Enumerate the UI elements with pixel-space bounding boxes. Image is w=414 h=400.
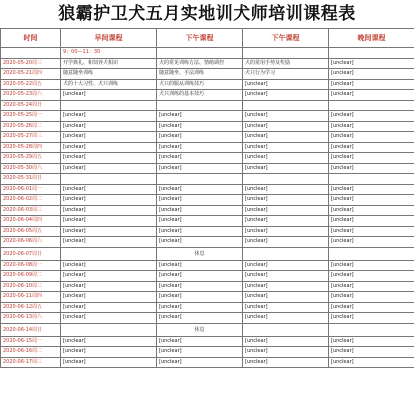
course-cell: [unclear] xyxy=(157,111,243,122)
date-cell: 2020-06-08周一 xyxy=(1,260,61,271)
course-cell: [unclear] xyxy=(243,313,329,324)
course-cell: [unclear] xyxy=(61,237,157,248)
header-row xyxy=(1,29,414,48)
date-cell: 2020-06-03周三 xyxy=(1,205,61,216)
table-row xyxy=(1,69,414,80)
table-row xyxy=(1,336,414,347)
course-cell: [unclear] xyxy=(243,132,329,143)
date-cell: 2020-05-30周六 xyxy=(1,163,61,174)
course-cell: [unclear] xyxy=(61,357,157,368)
course-cell: [unclear] xyxy=(329,357,414,368)
course-cell: [unclear] xyxy=(329,90,414,101)
header-morning: 早间课程 xyxy=(61,29,157,48)
course-cell xyxy=(329,174,414,185)
date-cell: 2020-06-05周五 xyxy=(1,226,61,237)
table-row xyxy=(1,153,414,164)
table-row xyxy=(1,174,414,185)
course-cell xyxy=(243,100,329,111)
date-cell: 2020-05-23周六 xyxy=(1,90,61,101)
course-cell: [unclear] xyxy=(157,313,243,324)
course-cell: [unclear] xyxy=(329,58,414,69)
header-afternoon-1: 下午课程 xyxy=(157,29,243,48)
course-cell: [unclear] xyxy=(243,121,329,132)
course-cell: [unclear] xyxy=(61,90,157,101)
time-cell: 9：00—11：30 xyxy=(61,48,157,59)
table-row xyxy=(1,79,414,90)
course-cell: 休息 xyxy=(157,247,243,260)
course-cell: [unclear] xyxy=(329,347,414,358)
course-cell: [unclear] xyxy=(243,142,329,153)
course-cell: [unclear] xyxy=(157,226,243,237)
course-cell: [unclear] xyxy=(157,357,243,368)
course-cell: [unclear] xyxy=(157,205,243,216)
date-cell: 2020-05-28周四 xyxy=(1,142,61,153)
course-cell: [unclear] xyxy=(61,121,157,132)
course-cell: [unclear] xyxy=(329,336,414,347)
course-cell: [unclear] xyxy=(61,302,157,313)
table-row xyxy=(1,271,414,282)
course-cell: 犬只行为学习 xyxy=(243,69,329,80)
course-cell: [unclear] xyxy=(243,153,329,164)
course-cell: [unclear] xyxy=(243,216,329,227)
course-cell: [unclear] xyxy=(329,195,414,206)
course-cell: [unclear] xyxy=(157,195,243,206)
date-cell: 2020-06-07周日 xyxy=(1,247,61,260)
course-cell: [unclear] xyxy=(243,260,329,271)
course-cell: [unclear] xyxy=(61,195,157,206)
date-cell: 2020-06-11周四 xyxy=(1,292,61,303)
time-row xyxy=(1,48,414,59)
date-cell: 2020-06-01周一 xyxy=(1,184,61,195)
course-cell: [unclear] xyxy=(243,237,329,248)
course-cell xyxy=(157,174,243,185)
table-row xyxy=(1,111,414,122)
date-cell: 2020-05-24周日 xyxy=(1,100,61,111)
date-cell: 2020-06-12周五 xyxy=(1,302,61,313)
course-cell: [unclear] xyxy=(329,226,414,237)
table-row xyxy=(1,260,414,271)
course-cell: [unclear] xyxy=(157,121,243,132)
date-cell: 2020-06-09周二 xyxy=(1,271,61,282)
date-cell: 2020-05-25周一 xyxy=(1,111,61,122)
course-cell: [unclear] xyxy=(61,313,157,324)
course-cell xyxy=(329,100,414,111)
course-cell: [unclear] xyxy=(157,153,243,164)
course-cell: [unclear] xyxy=(329,121,414,132)
table-row xyxy=(1,302,414,313)
course-cell xyxy=(61,247,157,260)
table-row xyxy=(1,237,414,248)
course-cell: [unclear] xyxy=(329,260,414,271)
header-evening: 晚间课程 xyxy=(329,29,414,48)
course-cell: 休息 xyxy=(157,323,243,336)
course-cell: [unclear] xyxy=(243,336,329,347)
course-cell: [unclear] xyxy=(243,184,329,195)
course-cell: [unclear] xyxy=(243,163,329,174)
course-cell: [unclear] xyxy=(329,237,414,248)
table-row xyxy=(1,142,414,153)
course-cell: [unclear] xyxy=(329,163,414,174)
date-cell: 2020-05-29周五 xyxy=(1,153,61,164)
table-row xyxy=(1,121,414,132)
header-time: 时间 xyxy=(1,29,61,48)
date-cell: 2020-06-06周六 xyxy=(1,237,61,248)
date-cell: 2020-06-02周二 xyxy=(1,195,61,206)
page-title: 狼霸护卫犬五月实地训犬师培训课程表 xyxy=(58,4,356,24)
course-cell: [unclear] xyxy=(243,281,329,292)
course-cell: [unclear] xyxy=(329,69,414,80)
course-cell xyxy=(329,247,414,260)
course-cell: [unclear] xyxy=(157,271,243,282)
table-row xyxy=(1,163,414,174)
course-cell: [unclear] xyxy=(61,163,157,174)
table-row xyxy=(1,90,414,101)
table-row xyxy=(1,323,414,336)
course-cell: [unclear] xyxy=(61,260,157,271)
course-cell: [unclear] xyxy=(329,111,414,122)
course-cell: [unclear] xyxy=(61,153,157,164)
course-cell: [unclear] xyxy=(61,347,157,358)
course-cell: [unclear] xyxy=(157,292,243,303)
date-cell: 2020-06-17周三 xyxy=(1,357,61,368)
course-cell: [unclear] xyxy=(243,90,329,101)
course-cell: [unclear] xyxy=(329,216,414,227)
time-cell xyxy=(329,48,414,59)
course-cell: 犬的十大习性、犬只训练 xyxy=(61,79,157,90)
course-cell: [unclear] xyxy=(329,302,414,313)
course-cell: 开学典礼、和饲养犬相识 xyxy=(61,58,157,69)
course-cell: [unclear] xyxy=(329,132,414,143)
course-cell xyxy=(243,247,329,260)
course-cell: [unclear] xyxy=(243,271,329,282)
course-cell: [unclear] xyxy=(329,205,414,216)
course-cell xyxy=(157,100,243,111)
date-cell: 2020-06-15周一 xyxy=(1,336,61,347)
course-cell: [unclear] xyxy=(61,132,157,143)
course-cell: [unclear] xyxy=(157,184,243,195)
course-cell xyxy=(243,323,329,336)
table-row xyxy=(1,313,414,324)
course-cell: [unclear] xyxy=(157,336,243,347)
header-afternoon-2: 下午课程 xyxy=(243,29,329,48)
course-cell: [unclear] xyxy=(329,292,414,303)
course-cell: [unclear] xyxy=(329,153,414,164)
course-cell: 犬的常用手势及奖励 xyxy=(243,58,329,69)
date-cell: 2020-05-26周二 xyxy=(1,121,61,132)
date-cell: 2020-06-14周日 xyxy=(1,323,61,336)
course-cell: [unclear] xyxy=(243,79,329,90)
course-cell: 随意随坐、手法训练 xyxy=(157,69,243,80)
date-cell: 2020-06-13周六 xyxy=(1,313,61,324)
table-row xyxy=(1,357,414,368)
table-row xyxy=(1,226,414,237)
course-cell: [unclear] xyxy=(329,184,414,195)
course-cell: 随意随坐训练 xyxy=(61,69,157,80)
course-cell: [unclear] xyxy=(61,226,157,237)
table-row xyxy=(1,281,414,292)
course-cell: [unclear] xyxy=(329,281,414,292)
date-cell: 2020-05-21周四 xyxy=(1,69,61,80)
course-cell: [unclear] xyxy=(157,347,243,358)
course-cell: [unclear] xyxy=(157,216,243,227)
course-cell: [unclear] xyxy=(243,292,329,303)
course-cell: [unclear] xyxy=(157,281,243,292)
course-cell: [unclear] xyxy=(61,271,157,282)
course-cell: [unclear] xyxy=(61,142,157,153)
table-row xyxy=(1,58,414,69)
course-cell xyxy=(61,323,157,336)
course-cell: [unclear] xyxy=(329,79,414,90)
table-row xyxy=(1,216,414,227)
date-cell: 2020-05-31周日 xyxy=(1,174,61,185)
course-cell xyxy=(329,323,414,336)
table-row xyxy=(1,132,414,143)
course-cell: [unclear] xyxy=(61,184,157,195)
course-cell xyxy=(61,100,157,111)
course-cell: [unclear] xyxy=(157,132,243,143)
course-cell: [unclear] xyxy=(61,111,157,122)
course-cell: [unclear] xyxy=(157,302,243,313)
course-cell: [unclear] xyxy=(61,205,157,216)
table-row xyxy=(1,247,414,260)
table-row xyxy=(1,184,414,195)
course-cell xyxy=(61,174,157,185)
course-cell: [unclear] xyxy=(329,313,414,324)
date-cell: 2020-06-04周四 xyxy=(1,216,61,227)
date-cell: 2020-05-20周三 xyxy=(1,58,61,69)
course-cell: 犬的常见训练方法、情绪调控 xyxy=(157,58,243,69)
table-row xyxy=(1,205,414,216)
course-cell: [unclear] xyxy=(243,347,329,358)
schedule-table xyxy=(0,28,414,368)
course-cell: [unclear] xyxy=(157,237,243,248)
date-cell: 2020-05-22周五 xyxy=(1,79,61,90)
course-cell: 犬只训练的基本技巧 xyxy=(157,90,243,101)
course-cell: [unclear] xyxy=(243,357,329,368)
date-cell: 2020-06-16周二 xyxy=(1,347,61,358)
course-cell: [unclear] xyxy=(329,271,414,282)
course-cell: [unclear] xyxy=(243,195,329,206)
course-cell: [unclear] xyxy=(61,292,157,303)
table-row xyxy=(1,100,414,111)
time-cell xyxy=(243,48,329,59)
table-row xyxy=(1,195,414,206)
course-cell: [unclear] xyxy=(243,205,329,216)
course-cell: [unclear] xyxy=(61,216,157,227)
time-cell xyxy=(157,48,243,59)
table-row xyxy=(1,347,414,358)
course-cell xyxy=(243,174,329,185)
date-cell: 2020-06-10周三 xyxy=(1,281,61,292)
table-row xyxy=(1,292,414,303)
course-cell: [unclear] xyxy=(243,226,329,237)
course-cell: [unclear] xyxy=(243,302,329,313)
course-cell: [unclear] xyxy=(61,281,157,292)
course-cell: 犬只的服从训练技巧 xyxy=(157,79,243,90)
course-cell: [unclear] xyxy=(157,260,243,271)
course-cell: [unclear] xyxy=(157,163,243,174)
course-cell: [unclear] xyxy=(329,142,414,153)
date-cell: 2020-05-27周三 xyxy=(1,132,61,143)
course-cell: [unclear] xyxy=(157,142,243,153)
course-cell: [unclear] xyxy=(61,336,157,347)
course-cell: [unclear] xyxy=(243,111,329,122)
time-cell xyxy=(1,48,61,59)
